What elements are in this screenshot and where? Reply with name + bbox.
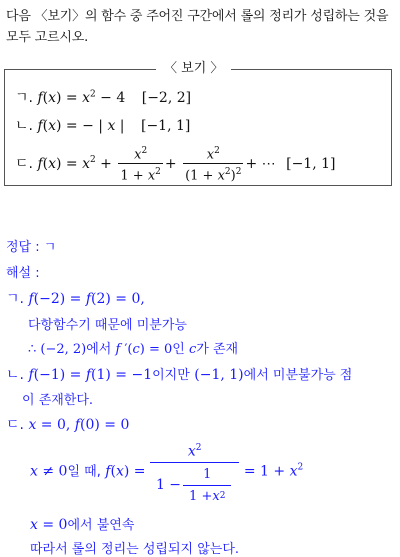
- sol-a-label: ㄱ.: [6, 291, 24, 307]
- item-3-label: ㄷ.: [15, 155, 33, 172]
- answer-label: 정답 :: [6, 240, 44, 255]
- sol-c-label: ㄷ.: [6, 417, 24, 433]
- sol-c-line-3: x = 0에서 불연속: [30, 517, 135, 533]
- item-3-fraction-1: $\frac{x^2}{1 + x^2}$: [120, 146, 161, 184]
- bogi-item-1: ㄱ. $f(x) = x^2 - 4$ [−2, 2]: [15, 89, 192, 106]
- item-3-formula: f: [37, 155, 43, 172]
- item-1-formula: f: [37, 90, 43, 106]
- answer-line: [6, 236, 56, 255]
- sol-b-line-1: ㄴ. f(−1) = f(1) = −1이지만 (−1, 1)에서 미분불가능 점: [6, 367, 353, 383]
- sol-c-big-fraction: $x^2$ 1 − 1 1 + x 2: [150, 438, 239, 505]
- sol-a-line3-mid: 에서: [86, 342, 112, 357]
- sol-b-line-2: 이 존재한다.: [22, 393, 94, 408]
- question-text: [6, 6, 398, 48]
- answer-value: ㄱ: [43, 240, 57, 255]
- sol-a-line3-tail: 가 존재: [196, 342, 239, 357]
- item-1-interval: [−2, 2]: [141, 90, 192, 106]
- explanation-label: 해설 :: [6, 266, 40, 281]
- bogi-title: 〈 보기 〉: [156, 61, 231, 77]
- item-1-label: ㄱ.: [15, 90, 33, 106]
- bogi-box: [4, 61, 392, 186]
- question-line-1: 다음 〈보기〉의 함수 중 주어진 구간에서 롤의 정리가 성립하는 것을: [6, 9, 389, 24]
- sol-a-line-1: ㄱ. f(−2) = f(2) = 0,: [6, 291, 145, 307]
- sol-a-line-3: ∴ (−2, 2)에서 f ′(c) = 0인 c가 존재: [28, 342, 239, 357]
- item-3-interval: [−1, 1]: [286, 155, 336, 172]
- sol-c-line-2: x ≠ 0일 때, f(x) = $x^2$ 1 − 1 1 + x 2 = $1 + x^2$: [30, 438, 303, 505]
- sol-b-text-2: 에서 미분불가능 점: [243, 368, 353, 383]
- item-2-formula: f: [37, 118, 43, 134]
- sol-c-line-1: ㄷ. x = 0, f(0) = 0: [6, 417, 130, 433]
- bogi-item-3: ㄷ. $f(x) = x^2$ + $\frac{x^2}{1 + x^2}$ + $\frac{x^2}{(1 + x^2)^2}$ + ⋯ [−1, 1]: [15, 143, 335, 185]
- item-2-interval: [−1, 1]: [140, 118, 191, 134]
- question-line-2: 모두 고르시오.: [6, 30, 89, 45]
- item-3-fraction-2: $\frac{x^2}{(1 + x^2)^2}$: [185, 146, 242, 184]
- sol-b-label: ㄴ.: [6, 367, 24, 383]
- sol-c-line2-a: 일 때,: [67, 464, 101, 480]
- sol-c-line-4: 따라서 롤의 정리는 성립되지 않는다.: [30, 542, 240, 557]
- item-2-label: ㄴ.: [15, 118, 33, 134]
- bogi-item-2: ㄴ. f(x) = − | x | [−1, 1]: [15, 118, 191, 134]
- sol-c-line3-text: 에서 불연속: [67, 518, 135, 533]
- sol-a-line3-end: 인: [172, 342, 185, 357]
- sol-b-text-1: 이지만: [152, 368, 190, 383]
- sol-a-line-2: 다항함수기 때문에 미분가능: [28, 318, 187, 333]
